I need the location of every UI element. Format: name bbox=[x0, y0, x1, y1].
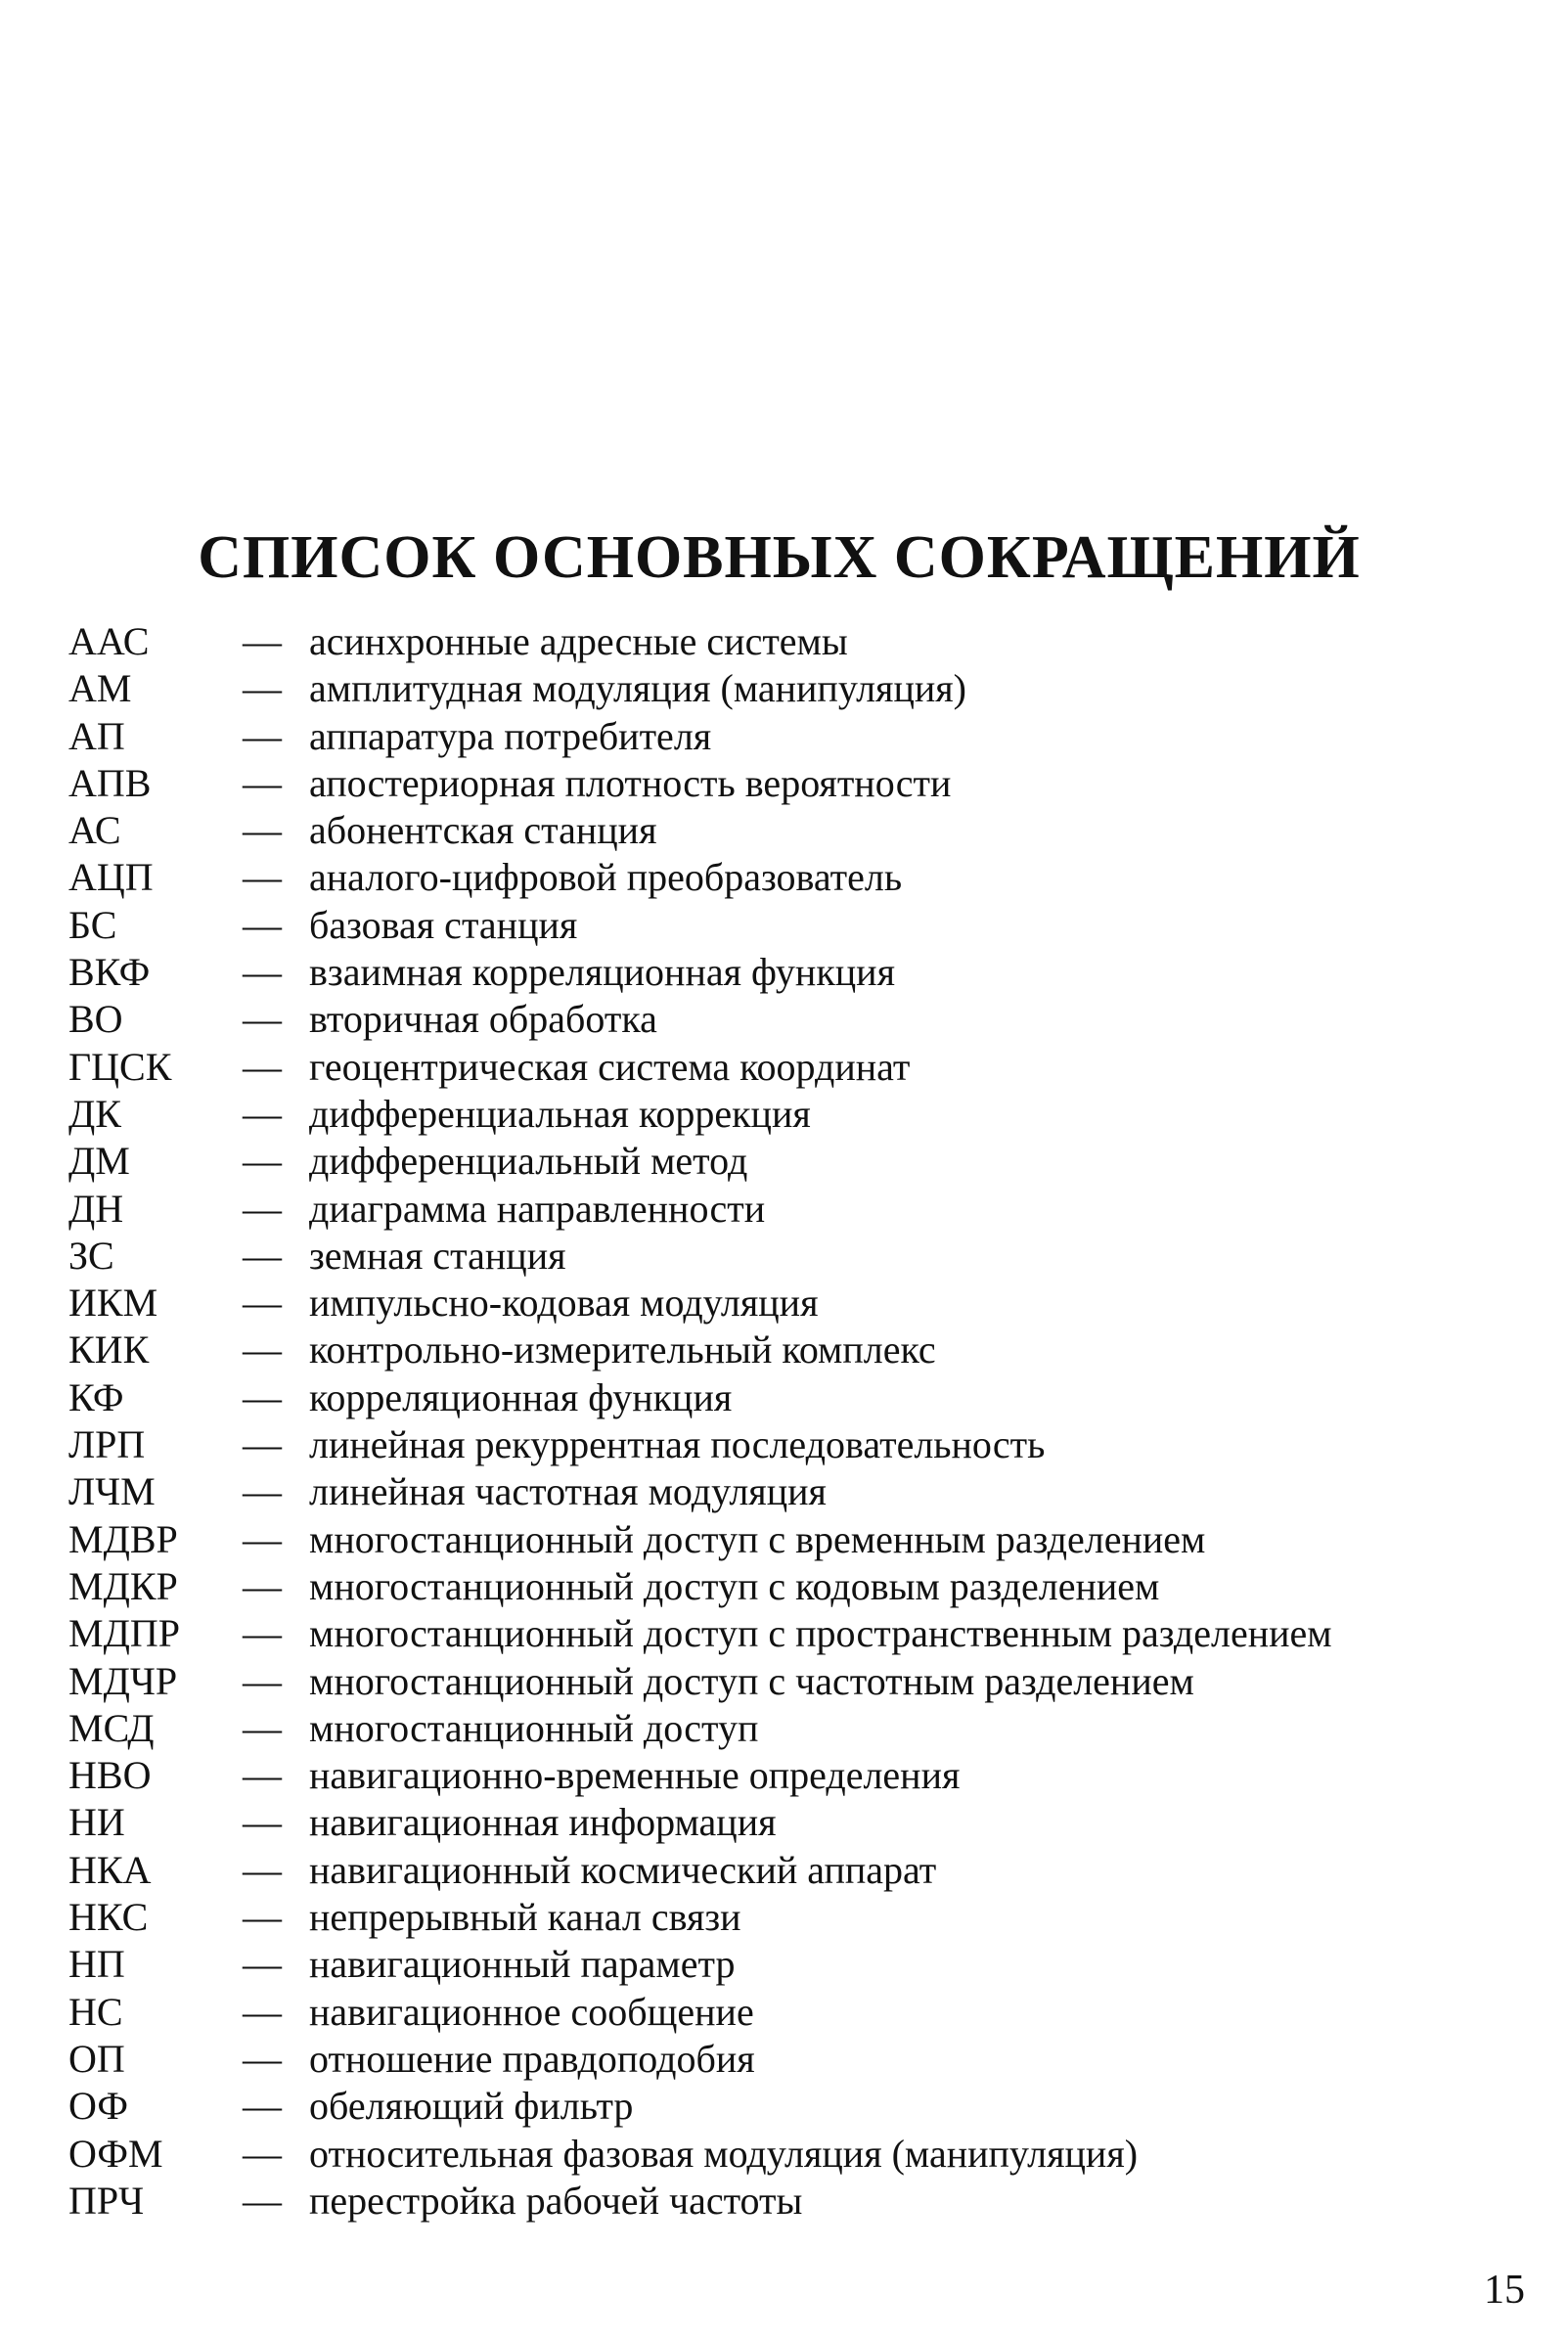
definition: базовая станция bbox=[309, 902, 578, 947]
dash: — bbox=[243, 950, 282, 995]
dash: — bbox=[243, 1847, 282, 1892]
list-item bbox=[68, 618, 1477, 665]
abbreviation: ОП bbox=[68, 2036, 125, 2081]
list-item bbox=[68, 1847, 1477, 1894]
definition: навигационное сообщение bbox=[309, 1989, 754, 2034]
abbreviation: НП bbox=[68, 1942, 125, 1987]
abbreviation: ОФМ bbox=[68, 2131, 163, 2176]
abbreviation: ВО bbox=[68, 997, 123, 1042]
definition: геоцентрическая система координат bbox=[309, 1044, 911, 1089]
definition: линейная частотная модуляция bbox=[309, 1469, 827, 1514]
list-item bbox=[68, 1658, 1477, 1705]
definition: абонентская станция bbox=[309, 808, 657, 853]
list-item bbox=[68, 1327, 1477, 1373]
list-item bbox=[68, 2083, 1477, 2130]
dash: — bbox=[243, 713, 282, 758]
abbreviation: ДМ bbox=[68, 1139, 130, 1184]
definition: отношение правдоподобия bbox=[309, 2036, 755, 2081]
list-item bbox=[68, 1374, 1477, 1421]
definition: аналого-цифровой преобразователь bbox=[309, 855, 903, 900]
dash: — bbox=[243, 997, 282, 1042]
definition: навигационно-временные определения bbox=[309, 1753, 961, 1798]
list-item bbox=[68, 902, 1477, 949]
dash: — bbox=[243, 1942, 282, 1987]
definition: апостериорная плотность вероятности bbox=[309, 760, 952, 805]
list-item bbox=[68, 949, 1477, 996]
abbreviation: ЛРП bbox=[68, 1422, 146, 1467]
list-item bbox=[68, 1941, 1477, 1988]
abbreviation: НИ bbox=[68, 1800, 125, 1845]
abbreviation: МДЧР bbox=[68, 1658, 178, 1703]
definition: корреляционная функция bbox=[309, 1374, 733, 1419]
definition: линейная рекуррентная последовательность bbox=[309, 1422, 1046, 1467]
abbreviation: АПВ bbox=[68, 760, 152, 805]
abbreviation: ЗС bbox=[68, 1233, 114, 1278]
page-title: СПИСОК ОСНОВНЫХ СОКРАЩЕНИЙ bbox=[198, 523, 1361, 591]
abbreviation: ИКМ bbox=[68, 1281, 158, 1326]
abbreviation: НС bbox=[68, 1989, 123, 2034]
list-item bbox=[68, 2131, 1477, 2178]
abbreviation: ОФ bbox=[68, 2084, 128, 2129]
definition: дифференциальная коррекция bbox=[309, 1091, 811, 1136]
dash: — bbox=[243, 1139, 282, 1184]
dash: — bbox=[243, 1281, 282, 1326]
definition: асинхронные адресные системы bbox=[309, 619, 848, 663]
definition: многостанционный доступ bbox=[309, 1705, 759, 1750]
abbreviation: ДН bbox=[68, 1186, 124, 1231]
definition: диаграмма направленности bbox=[309, 1186, 766, 1231]
abbreviation: АС bbox=[68, 808, 121, 853]
definition: многостанционный доступ с пространственным разделением bbox=[309, 1611, 1332, 1656]
abbreviation: НВО bbox=[68, 1753, 152, 1798]
list-item bbox=[68, 1138, 1477, 1185]
abbreviation: АМ bbox=[68, 666, 132, 711]
dash: — bbox=[243, 1563, 282, 1608]
definition: взаимная корреляционная функция bbox=[309, 950, 895, 995]
dash: — bbox=[243, 2131, 282, 2176]
definition: многостанционный доступ с частотным разделением bbox=[309, 1658, 1194, 1703]
dash: — bbox=[243, 808, 282, 853]
dash: — bbox=[243, 1753, 282, 1798]
dash: — bbox=[243, 1374, 282, 1419]
list-item bbox=[68, 760, 1477, 807]
definition: амплитудная модуляция (манипуляция) bbox=[309, 666, 966, 711]
dash: — bbox=[243, 619, 282, 663]
page-number: 15 bbox=[1484, 2268, 1525, 2313]
abbreviation: ЛЧМ bbox=[68, 1469, 156, 1514]
dash: — bbox=[243, 1044, 282, 1089]
list-item bbox=[68, 1280, 1477, 1327]
abbreviation: АЦП bbox=[68, 855, 154, 900]
abbreviation: НКА bbox=[68, 1847, 152, 1892]
list-item bbox=[68, 1799, 1477, 1846]
dash: — bbox=[243, 1611, 282, 1656]
abbreviation: КФ bbox=[68, 1374, 124, 1419]
abbreviation: КИК bbox=[68, 1327, 150, 1372]
abbreviation: ВКФ bbox=[68, 950, 151, 995]
list-item bbox=[68, 1091, 1477, 1138]
list-item bbox=[68, 1894, 1477, 1941]
definition: относительная фазовая модуляция (манипуляция) bbox=[309, 2131, 1139, 2176]
definition: обеляющий фильтр bbox=[309, 2084, 634, 2129]
abbreviation: ААС bbox=[68, 619, 150, 663]
abbreviation: АП bbox=[68, 713, 125, 758]
abbreviation: МСД bbox=[68, 1705, 155, 1750]
abbreviation: МДПР bbox=[68, 1611, 180, 1656]
list-item bbox=[68, 1516, 1477, 1563]
abbreviation: БС bbox=[68, 902, 117, 947]
list-item bbox=[68, 2178, 1477, 2225]
abbreviation: МДКР bbox=[68, 1563, 178, 1608]
definition: многостанционный доступ с кодовым разделением bbox=[309, 1563, 1160, 1608]
definition: импульсно-кодовая модуляция bbox=[309, 1281, 819, 1326]
abbreviation: ДК bbox=[68, 1091, 121, 1136]
definition: навигационный параметр bbox=[309, 1942, 736, 1987]
dash: — bbox=[243, 2084, 282, 2129]
list-item bbox=[68, 1610, 1477, 1657]
list-item bbox=[68, 713, 1477, 760]
definition: перестройка рабочей частоты bbox=[309, 2178, 803, 2223]
dash: — bbox=[243, 1800, 282, 1845]
dash: — bbox=[243, 1469, 282, 1514]
dash: — bbox=[243, 2178, 282, 2223]
dash: — bbox=[243, 760, 282, 805]
list-item bbox=[68, 1233, 1477, 1280]
dash: — bbox=[243, 2036, 282, 2081]
definition: непрерывный канал связи bbox=[309, 1895, 741, 1940]
abbreviation: НКС bbox=[68, 1895, 149, 1940]
list-item bbox=[68, 1468, 1477, 1515]
dash: — bbox=[243, 855, 282, 900]
abbreviation: ПРЧ bbox=[68, 2178, 145, 2223]
abbreviation-list bbox=[68, 618, 1477, 2225]
definition: дифференциальный метод bbox=[309, 1139, 748, 1184]
dash: — bbox=[243, 1895, 282, 1940]
list-item bbox=[68, 1186, 1477, 1233]
definition: вторичная обработка bbox=[309, 997, 657, 1042]
list-item bbox=[68, 665, 1477, 712]
abbreviation: МДВР bbox=[68, 1516, 178, 1561]
dash: — bbox=[243, 1422, 282, 1467]
dash: — bbox=[243, 666, 282, 711]
dash: — bbox=[243, 1233, 282, 1278]
dash: — bbox=[243, 1516, 282, 1561]
dash: — bbox=[243, 1091, 282, 1136]
list-item bbox=[68, 1989, 1477, 2036]
dash: — bbox=[243, 1658, 282, 1703]
definition: контрольно-измерительный комплекс bbox=[309, 1327, 936, 1372]
definition: навигационный космический аппарат bbox=[309, 1847, 937, 1892]
list-item bbox=[68, 1421, 1477, 1468]
dash: — bbox=[243, 1186, 282, 1231]
list-item bbox=[68, 1044, 1477, 1091]
list-item bbox=[68, 2036, 1477, 2083]
definition: многостанционный доступ с временным разделением bbox=[309, 1516, 1206, 1561]
list-item bbox=[68, 1563, 1477, 1610]
definition: навигационная информация bbox=[309, 1800, 777, 1845]
list-item bbox=[68, 996, 1477, 1043]
abbreviation: ГЦСК bbox=[68, 1044, 172, 1089]
definition: земная станция bbox=[309, 1233, 566, 1278]
dash: — bbox=[243, 1327, 282, 1372]
list-item bbox=[68, 807, 1477, 854]
list-item bbox=[68, 1705, 1477, 1752]
dash: — bbox=[243, 902, 282, 947]
list-item bbox=[68, 854, 1477, 901]
dash: — bbox=[243, 1989, 282, 2034]
definition: аппаратура потребителя bbox=[309, 713, 712, 758]
dash: — bbox=[243, 1705, 282, 1750]
list-item bbox=[68, 1752, 1477, 1799]
